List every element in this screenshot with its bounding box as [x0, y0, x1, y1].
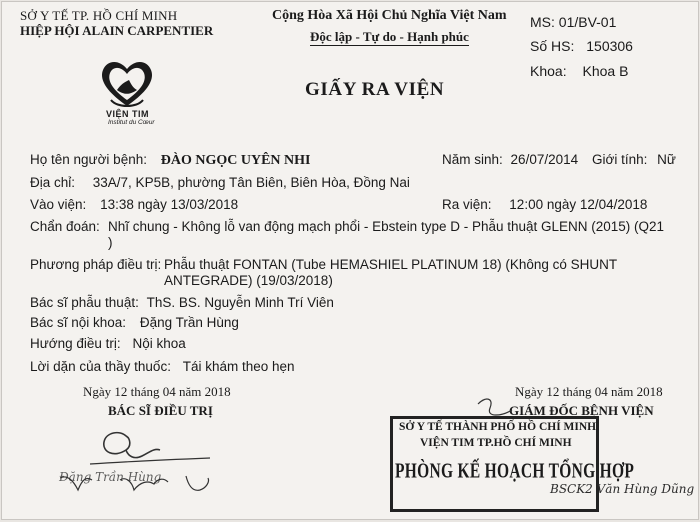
dob-label: Năm sinh: [442, 152, 503, 167]
patient-name-row [30, 152, 310, 169]
record-number-label: Số HS: [530, 38, 575, 54]
nation-name: Cộng Hòa Xã Hội Chủ Nghĩa Việt Nam [272, 8, 507, 23]
surgeon-label: Bác sĩ phẫu thuật: [30, 295, 139, 310]
org-line-1: SỞ Y TẾ TP. HỒ CHÍ MINH [20, 8, 178, 23]
document-title: GIẤY RA VIỆN [305, 79, 445, 100]
surgeon-value: ThS. BS. Nguyễn Minh Trí Viên [146, 295, 334, 310]
admission-value: 13:38 ngày 13/03/2018 [100, 197, 239, 212]
sex-value: Nữ [657, 152, 676, 167]
patient-name-label: Họ tên người bệnh: [30, 152, 147, 167]
admission-label: Vào viện: [30, 197, 87, 212]
sex-label: Giới tính: [592, 152, 648, 167]
right-signature-scrawl [472, 394, 592, 434]
internist-value: Đặng Trần Hùng [139, 315, 239, 330]
internist-row [30, 315, 239, 330]
stamp-line-2: VIỆN TIM TP.HỒ CHÍ MINH [420, 437, 572, 449]
right-signed-name: BSCK2 Văn Hùng Dũng [550, 482, 695, 496]
direction-row [30, 336, 186, 351]
org-line-2: HIỆP HỘI ALAIN CARPENTIER [20, 23, 214, 38]
discharge-label: Ra viện: [442, 197, 492, 212]
logo-name: VIỆN TIM [106, 109, 150, 119]
direction-label: Hướng điều trị: [30, 336, 121, 351]
advice-label: Lời dặn của thầy thuốc: [30, 359, 171, 374]
patient-name: ĐÀO NGỌC UYÊN NHI [160, 153, 311, 168]
admission-row [30, 197, 238, 212]
form-code: MS: 01/BV-01 [530, 14, 617, 30]
advice-row [30, 359, 295, 374]
diagnosis-line-2: ) [108, 235, 113, 250]
department-label: Khoa: [530, 63, 567, 79]
left-signed-name: Đặng Trần Hùng [59, 470, 162, 484]
discharge-row [442, 197, 647, 212]
left-sign-date: Ngày 12 tháng 04 năm 2018 [83, 384, 231, 399]
heart-institute-logo [95, 50, 159, 114]
stamp-line-1: SỞ Y TẾ THÀNH PHỐ HỒ CHÍ MINH [399, 421, 597, 433]
discharge-value: 12:00 ngày 12/04/2018 [509, 197, 648, 212]
dob-row [442, 152, 578, 167]
advice-value: Tái khám theo hẹn [182, 359, 295, 374]
diagnosis-line-1: Nhĩ chung - Không lỗ van động mạch phổi - Ebstein type D - Phẫu thuật GLENN (2015) (Q21 [108, 219, 665, 234]
treatment-label: Phương pháp điều trị: [30, 257, 162, 272]
direction-value: Nội khoa [132, 336, 186, 351]
treatment-line-2: ANTEGRADE) (19/03/2018) [164, 273, 333, 288]
diagnosis-label: Chẩn đoán: [30, 219, 100, 234]
nation-motto: Độc lập - Tự do - Hạnh phúc [310, 29, 469, 44]
left-handwritten-signature [60, 420, 220, 516]
address-row [30, 175, 410, 190]
record-number-value: 150306 [586, 38, 633, 54]
address-label: Địa chỉ: [30, 175, 76, 190]
department-value: Khoa B [582, 63, 629, 79]
right-sign-title: GIÁM ĐỐC BỆNH VIỆN [509, 403, 654, 418]
stamp-line-3: PHÒNG KẾ HOẠCH TỔNG HỢP [395, 460, 635, 483]
record-number [530, 38, 633, 54]
discharge-paper [1, 1, 699, 520]
address-value: 33A/7, KP5B, phường Tân Biên, Biên Hòa, Đồng Nai [92, 175, 410, 190]
dob-value: 26/07/2014 [510, 152, 579, 167]
sex-row [592, 152, 676, 167]
logo-subtitle: Institut du Cœur [108, 119, 155, 126]
left-sign-title: BÁC SĨ ĐIỀU TRỊ [108, 403, 213, 418]
surgeon-row [30, 295, 334, 310]
internist-label: Bác sĩ nội khoa: [30, 315, 127, 330]
treatment-line-1: Phẫu thuật FONTAN (Tube HEMASHIEL PLATINUM 18) (Không có SHUNT [164, 257, 618, 272]
right-sign-date: Ngày 12 tháng 04 năm 2018 [515, 384, 663, 399]
department [530, 63, 628, 79]
